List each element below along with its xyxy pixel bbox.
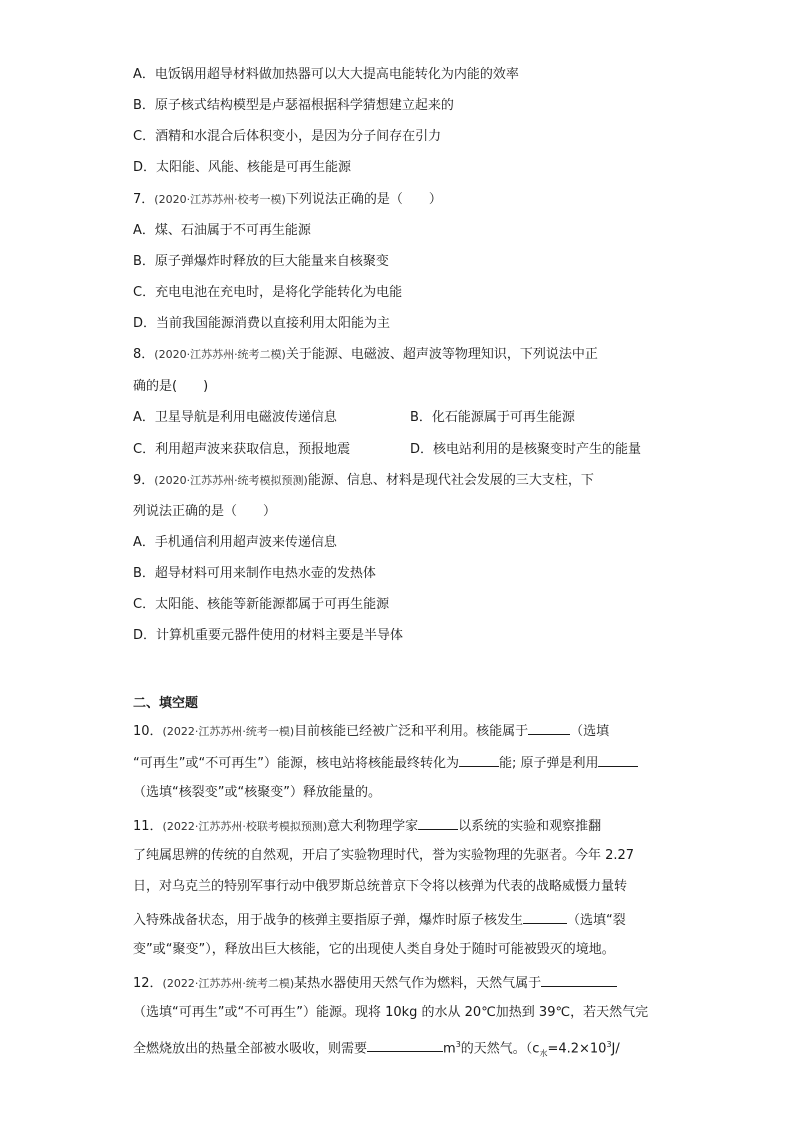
q11-text-1a: 意大利物理学家 bbox=[327, 819, 419, 834]
q9-option-c: C．太阳能、核能等新能源都属于可再生能源 bbox=[133, 597, 390, 612]
q9-stem-cont: 列说法正确的是（ ） bbox=[133, 504, 277, 519]
q10-line-1 bbox=[133, 720, 609, 740]
q9-stem bbox=[133, 471, 594, 491]
q9-option-d: D．计算机重要元器件使用的材料主要是半导体 bbox=[133, 628, 404, 643]
q12-blank-1[interactable] bbox=[541, 972, 617, 987]
q11-line-2: 了纯属思辨的传统的自然观，开启了实验物理时代，誉为实验物理的先驱者。今年 2.27 bbox=[133, 848, 635, 863]
q6-option-a: A．电饭锅用超导材料做加热器可以大大提高电能转化为内能的效率 bbox=[133, 67, 519, 82]
q12-text-1: 某热水器使用天然气作为燃料，天然气属于 bbox=[294, 976, 542, 991]
q12-unit-m: m bbox=[443, 1041, 456, 1057]
q7-stem-text: 下列说法正确的是（ ） bbox=[285, 192, 442, 207]
q7-option-c: C．充电电池在充电时，是将化学能转化为电能 bbox=[133, 285, 403, 300]
q8-options-row-1 bbox=[133, 408, 693, 428]
q10-blank-1[interactable] bbox=[528, 720, 570, 735]
q10-line-2 bbox=[133, 752, 638, 772]
q12-blank-2[interactable] bbox=[367, 1037, 443, 1052]
q8-option-c: C．利用超声波来获取信息，预报地震 bbox=[133, 442, 351, 457]
q12-line-1 bbox=[133, 972, 617, 992]
q9-number: 9． bbox=[133, 473, 155, 488]
q12-exponent: 3 bbox=[606, 1040, 612, 1049]
q11-number: 11． bbox=[133, 819, 163, 834]
q11-line-5: 变”或“聚变”），释放出巨大核能，它的出现使人类自身处于随时可能被毁灭的境地。 bbox=[133, 942, 615, 957]
q7-source: (2020·江苏苏州·校考一模) bbox=[154, 193, 286, 206]
q12-text-3c: 的天然气。（c bbox=[460, 1041, 540, 1057]
q8-stem-text: 关于能源、电磁波、超声波等物理知识，下列说法中正 bbox=[285, 347, 598, 362]
q12-subscript-water: 水 bbox=[539, 1048, 548, 1058]
q12-source: (2022·江苏苏州·统考二模) bbox=[162, 977, 295, 990]
q8-option-d: D．核电站利用的是核聚变时产生的能量 bbox=[410, 442, 642, 457]
q10-text-1: 目前核能已经被广泛和平利用。核能属于 bbox=[294, 724, 529, 739]
q12-line-3 bbox=[133, 1035, 620, 1058]
q8-option-b: B．化石能源属于可再生能源 bbox=[410, 410, 575, 425]
q11-text-1b: 以系统的实验和观察推翻 bbox=[458, 819, 602, 834]
q10-line-3: （选填“核裂变”或“核聚变”）释放能量的。 bbox=[133, 785, 381, 800]
q11-source: (2022·江苏苏州·校联考模拟预测) bbox=[162, 820, 328, 833]
q10-number: 10． bbox=[133, 724, 163, 739]
q12-unit-sup: 3 bbox=[455, 1040, 461, 1049]
q12-text-3a: 全燃烧放出的热量全部被水吸收，则需要 bbox=[133, 1041, 368, 1057]
q8-option-a: A．卫星导航是利用电磁波传递信息 bbox=[133, 410, 337, 425]
q11-line-3: 日，对乌克兰的特别军事行动中俄罗斯总统普京下令将以核弹为代表的战略威慑力量转 bbox=[133, 879, 628, 894]
q8-stem-cont: 确的是( ) bbox=[133, 379, 209, 394]
q12-number: 12． bbox=[133, 976, 163, 991]
q7-stem bbox=[133, 190, 442, 210]
q9-stem-text: 能源、信息、材料是现代社会发展的三大支柱，下 bbox=[307, 473, 594, 488]
q12-line-2: （选填“可再生”或“不可再生”）能源。现将 10kg 的水从 20℃加热到 39℃，若天然气完 bbox=[133, 1005, 649, 1020]
q8-stem bbox=[133, 345, 598, 365]
q10-source: (2022·江苏苏州·统考一模) bbox=[162, 725, 295, 738]
q11-blank-1[interactable] bbox=[418, 815, 458, 830]
q11-line-1 bbox=[133, 815, 601, 835]
q10-blank-3[interactable] bbox=[598, 752, 638, 767]
q6-option-b: B．原子核式结构模型是卢瑟福根据科学猜想建立起来的 bbox=[133, 98, 454, 113]
q11-line-4 bbox=[133, 909, 626, 929]
q8-number: 8． bbox=[133, 347, 155, 362]
q10-text-1b: （选填 bbox=[570, 724, 610, 739]
q7-option-d: D．当前我国能源消费以直接利用太阳能为主 bbox=[133, 316, 391, 331]
q7-number: 7． bbox=[133, 192, 155, 207]
q10-text-2a: “可再生”或“不可再生”）能源，核电站将核能最终转化为 bbox=[133, 756, 459, 771]
q10-blank-2[interactable] bbox=[459, 752, 499, 767]
q12-text-3d: =4.2×10 bbox=[547, 1041, 607, 1057]
q11-blank-2[interactable] bbox=[523, 909, 567, 924]
q6-option-d: D．太阳能、风能、核能是可再生能源 bbox=[133, 160, 352, 175]
q11-text-4b: （选填“裂 bbox=[567, 913, 626, 928]
q9-option-a: A．手机通信利用超声波来传递信息 bbox=[133, 535, 337, 550]
q7-option-b: B．原子弹爆炸时释放的巨大能量来自核聚变 bbox=[133, 254, 389, 269]
q10-text-2b: 能; 原子弹是利用 bbox=[498, 756, 599, 771]
q12-text-3e: J/ bbox=[611, 1041, 620, 1057]
section-title-fill-blank: 二、填空题 bbox=[133, 696, 199, 711]
q6-option-c: C．酒精和水混合后体积变小，是因为分子间存在引力 bbox=[133, 129, 442, 144]
q7-option-a: A．煤、石油属于不可再生能源 bbox=[133, 223, 311, 238]
q9-option-b: B．超导材料可用来制作电热水壶的发热体 bbox=[133, 566, 376, 581]
q9-source: (2020·江苏苏州·统考模拟预测) bbox=[154, 474, 308, 487]
q8-source: (2020·江苏苏州·统考二模) bbox=[154, 348, 286, 361]
q8-options-row-2 bbox=[133, 440, 693, 460]
q11-text-4: 入特殊战备状态，用于战争的核弹主要指原子弹，爆炸时原子核发生 bbox=[133, 913, 524, 928]
